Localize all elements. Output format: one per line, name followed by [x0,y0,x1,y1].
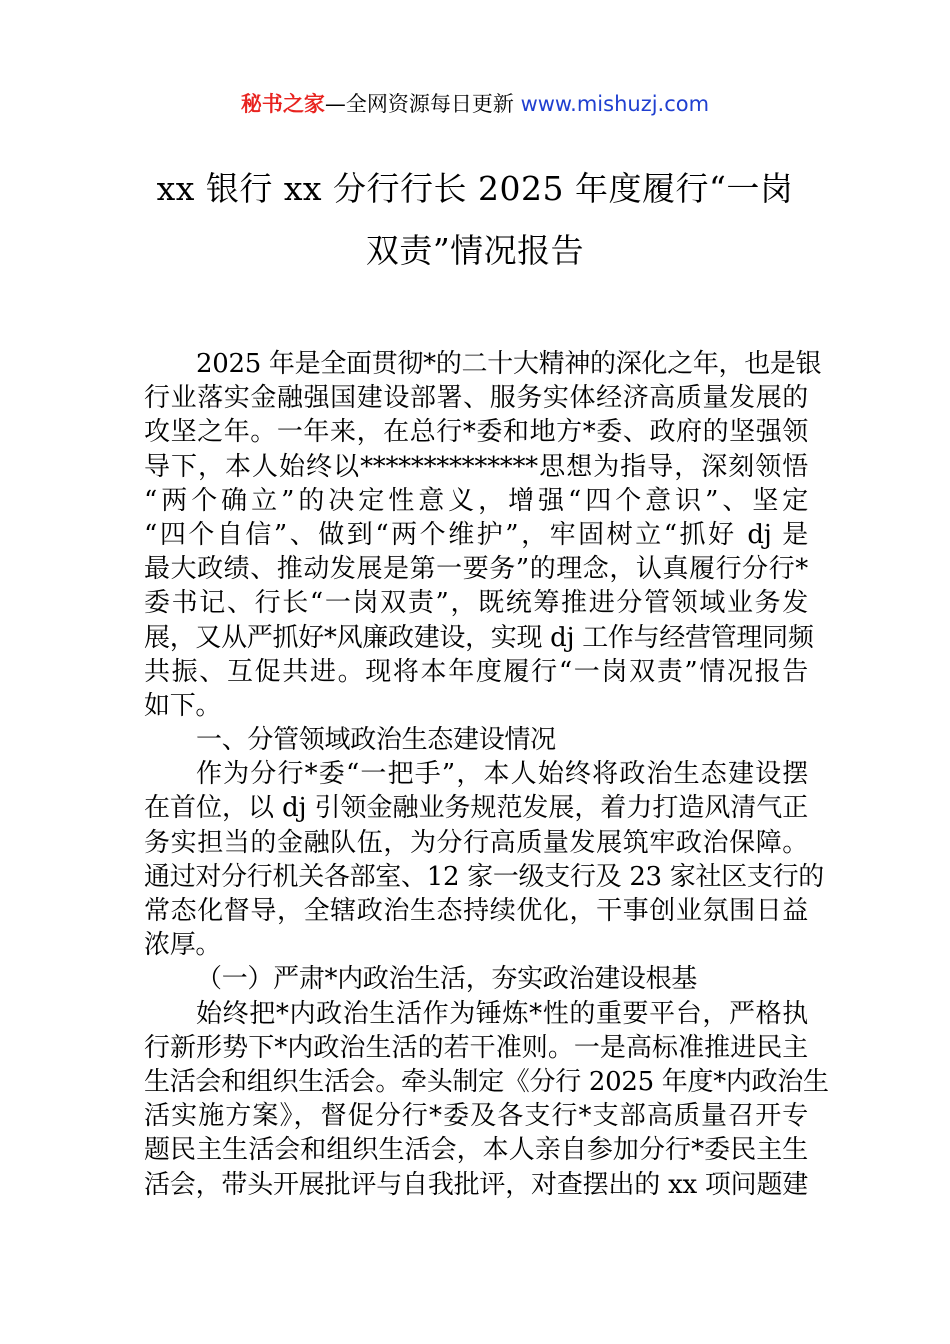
body-line: 2025 年是全面贯彻*的二十大精神的深化之年，也是银 [196,349,822,379]
body-line: 题民主生活会和组织生活会，本人亲自参加分行*委民主生 [144,1135,808,1166]
body-line: 如下。 [144,690,222,721]
site-url-link[interactable]: www.mishuzj.com [520,92,710,116]
body-line: 活实施方案》，督促分行*委及各支行*支部高质量召开专 [144,1101,808,1132]
section-heading: 一、分管领域政治生态建设情况 [196,725,556,756]
body-line: 始终把*内政治生活作为锤炼*性的重要平台，严格执 [196,998,808,1029]
body-line: 浓厚。 [144,930,222,961]
body-line: 最大政绩、推动发展是第一要务”的理念，认真履行分行* [144,554,808,585]
subsection-heading: （一）严肃*内政治生活，夯实政治建设根基 [196,964,698,995]
header-tagline: —全网资源每日更新 [324,92,521,116]
body-line: 务实担当的金融队伍，为分行高质量发展筑牢政治保障。 [144,827,808,858]
body-line: 作为分行*委“一把手”，本人始终将政治生态建设摆 [196,759,808,790]
brand-name: 秘书之家 [240,92,325,116]
title-line-2: 双责”情况报告 [365,231,585,270]
title-line-1: xx 银行 xx 分行行长 2025 年度履行“一岗 [156,169,794,208]
site-header [0,86,950,122]
body-line: 活会，带头开展批评与自我批评，对查摆出的 xx 项问题建 [144,1169,808,1200]
body-line: 在首位，以 dj 引领金融业务规范发展，着力打造风清气正 [144,793,808,824]
body-line: 通过对分行机关各部室、12 家一级支行及 23 家社区支行的 [144,861,824,892]
body-line: “两个确立”的决定性意义，增强“四个意识”、坚定 [144,485,808,516]
body-line: 展，又从严抓好*风廉政建设，实现 dj 工作与经营管理同频 [144,622,814,653]
body-line: 常态化督导，全辖政治生态持续优化，干事创业氛围日益 [144,896,808,926]
document-title [130,158,820,282]
document-body [144,347,829,1202]
body-line: 共振、互促共进。现将本年度履行“一岗双责”情况报告 [144,656,808,687]
body-line: “四个自信”、做到“两个维护”，牢固树立“抓好 dj 是 [144,519,808,550]
body-line: 委书记、行长“一岗双责”，既统筹推进分管领域业务发 [144,588,808,619]
body-line: 导下，本人始终以**************思想为指导，深刻领悟 [144,451,808,482]
body-line: 行业落实金融强国建设部署、服务实体经济高质量发展的 [144,383,808,414]
body-line: 攻坚之年。一年来，在总行*委和地方*委、政府的坚强领 [144,417,808,448]
body-line: 生活会和组织生活会。牵头制定《分行 2025 年度*内政治生 [144,1066,829,1097]
body-line: 行新形势下*内政治生活的若干准则。一是高标准推进民主 [144,1032,808,1063]
